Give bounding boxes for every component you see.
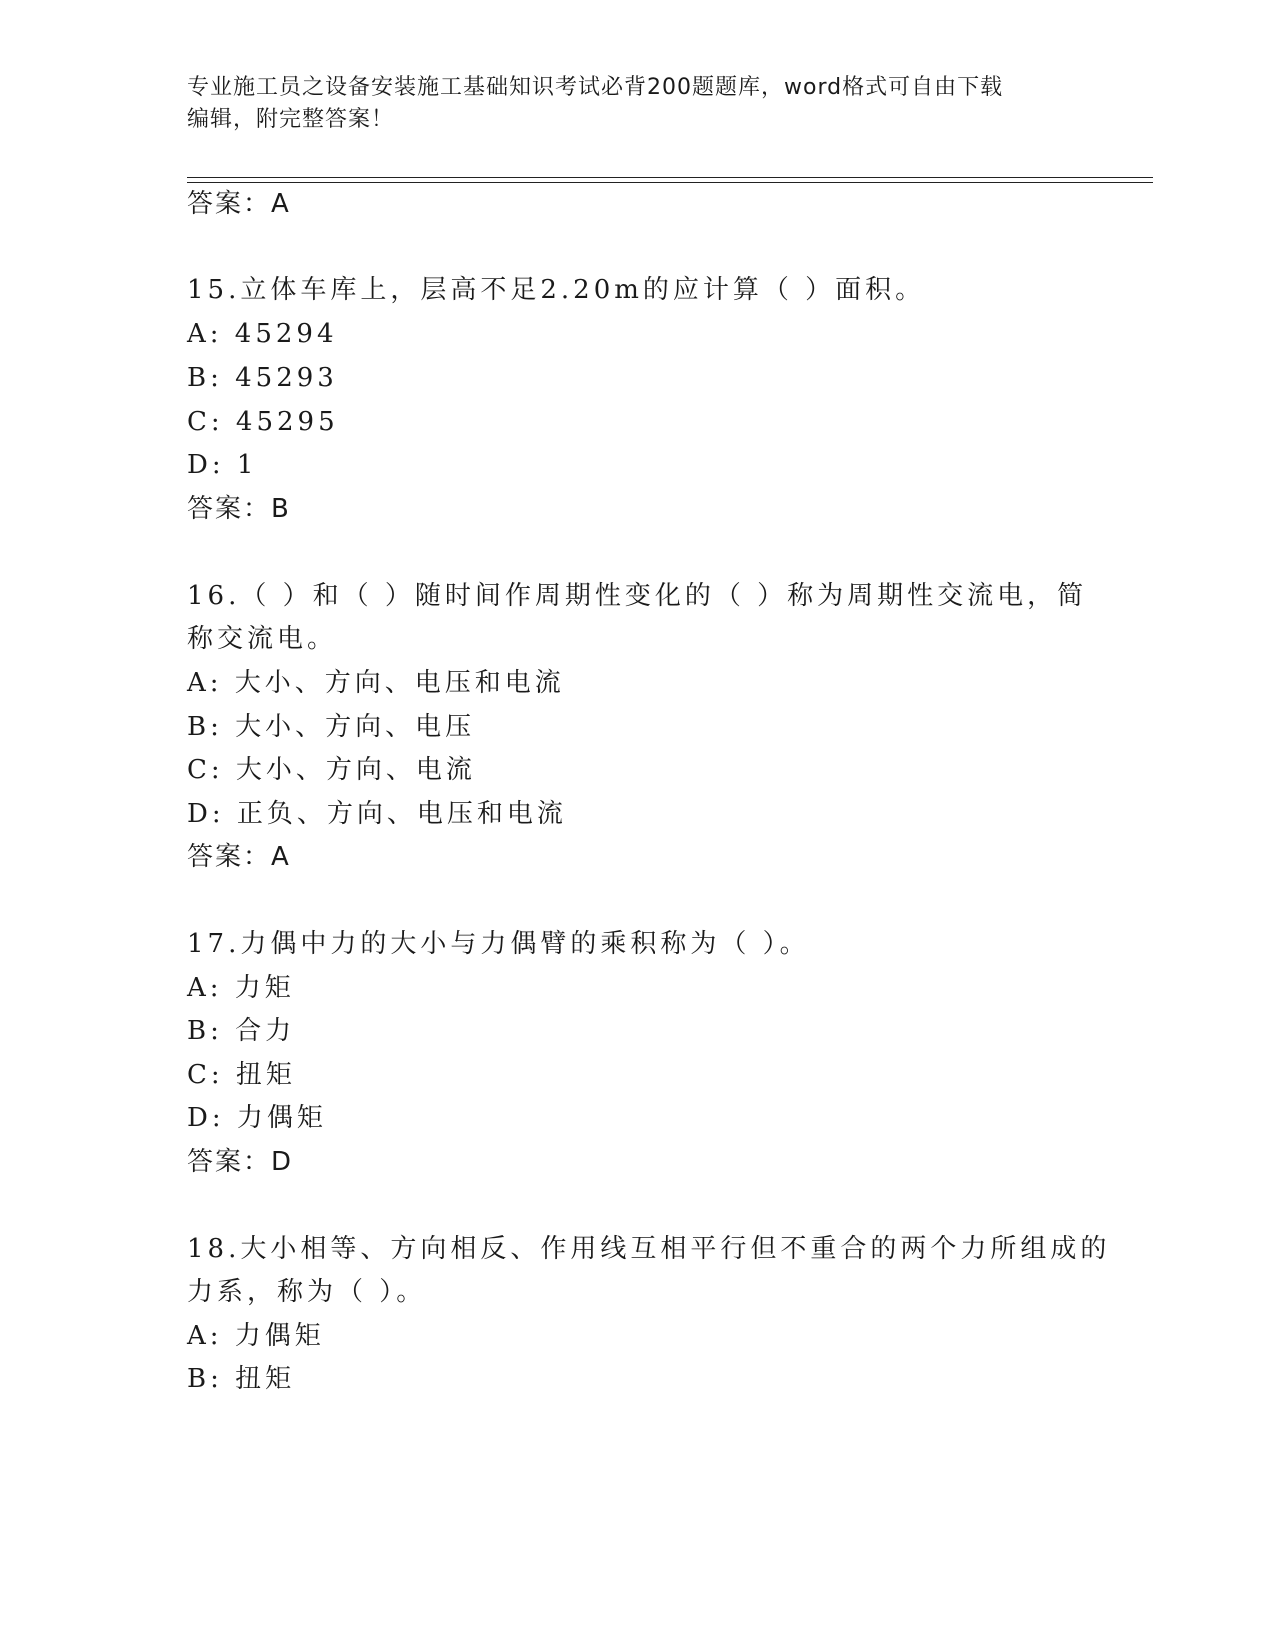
question-15-answer: 答案：B xyxy=(187,494,291,524)
question-15-stem: 15.立体车库上，层高不足2.20m的应计算（ ）面积。 xyxy=(187,275,926,305)
question-15-option-c: C: 45295 xyxy=(187,407,339,437)
question-17-stem: 17.力偶中力的大小与力偶臂的乘积称为（ ）。 xyxy=(187,929,810,959)
question-17-option-d: D: 力偶矩 xyxy=(187,1103,327,1133)
question-16-option-d: D: 正负、方向、电压和电流 xyxy=(187,799,567,829)
header-line-1: 专业施工员之设备安装施工基础知识考试必背200题题库，word格式可自由下载 xyxy=(187,75,1004,100)
question-15-option-b: B: 45293 xyxy=(187,363,338,393)
question-15-option-a: A: 45294 xyxy=(187,319,338,349)
question-16-option-b: B: 大小、方向、电压 xyxy=(187,712,476,742)
question-17-option-b: B: 合力 xyxy=(187,1016,296,1046)
question-17-answer: 答案：D xyxy=(187,1147,294,1177)
document-header xyxy=(187,72,1087,136)
question-15-option-d: D: 1 xyxy=(187,450,258,480)
previous-answer: 答案：A xyxy=(187,189,291,219)
question-18-option-a: A: 力偶矩 xyxy=(187,1321,325,1351)
header-rule-top xyxy=(187,177,1153,178)
question-16-option-c: C: 大小、方向、电流 xyxy=(187,755,476,785)
header-rule-bottom xyxy=(187,182,1153,183)
question-16-stem-line-1: 16.（ ）和（ ）随时间作周期性变化的（ ）称为周期性交流电，简 xyxy=(187,581,1088,611)
question-17-option-a: A: 力矩 xyxy=(187,973,295,1003)
question-18-stem-line-1: 18.大小相等、方向相反、作用线互相平行但不重合的两个力所组成的 xyxy=(187,1234,1111,1264)
question-18-stem-line-2: 力系，称为（ ）。 xyxy=(187,1277,427,1307)
question-16-answer: 答案：A xyxy=(187,842,291,872)
question-18-option-b: B: 扭矩 xyxy=(187,1364,296,1394)
header-line-2: 编辑，附完整答案！ xyxy=(187,107,395,132)
question-16-option-a: A: 大小、方向、电压和电流 xyxy=(187,668,565,698)
question-17-option-c: C: 扭矩 xyxy=(187,1060,296,1090)
question-16-stem-line-2: 称交流电。 xyxy=(187,624,338,654)
